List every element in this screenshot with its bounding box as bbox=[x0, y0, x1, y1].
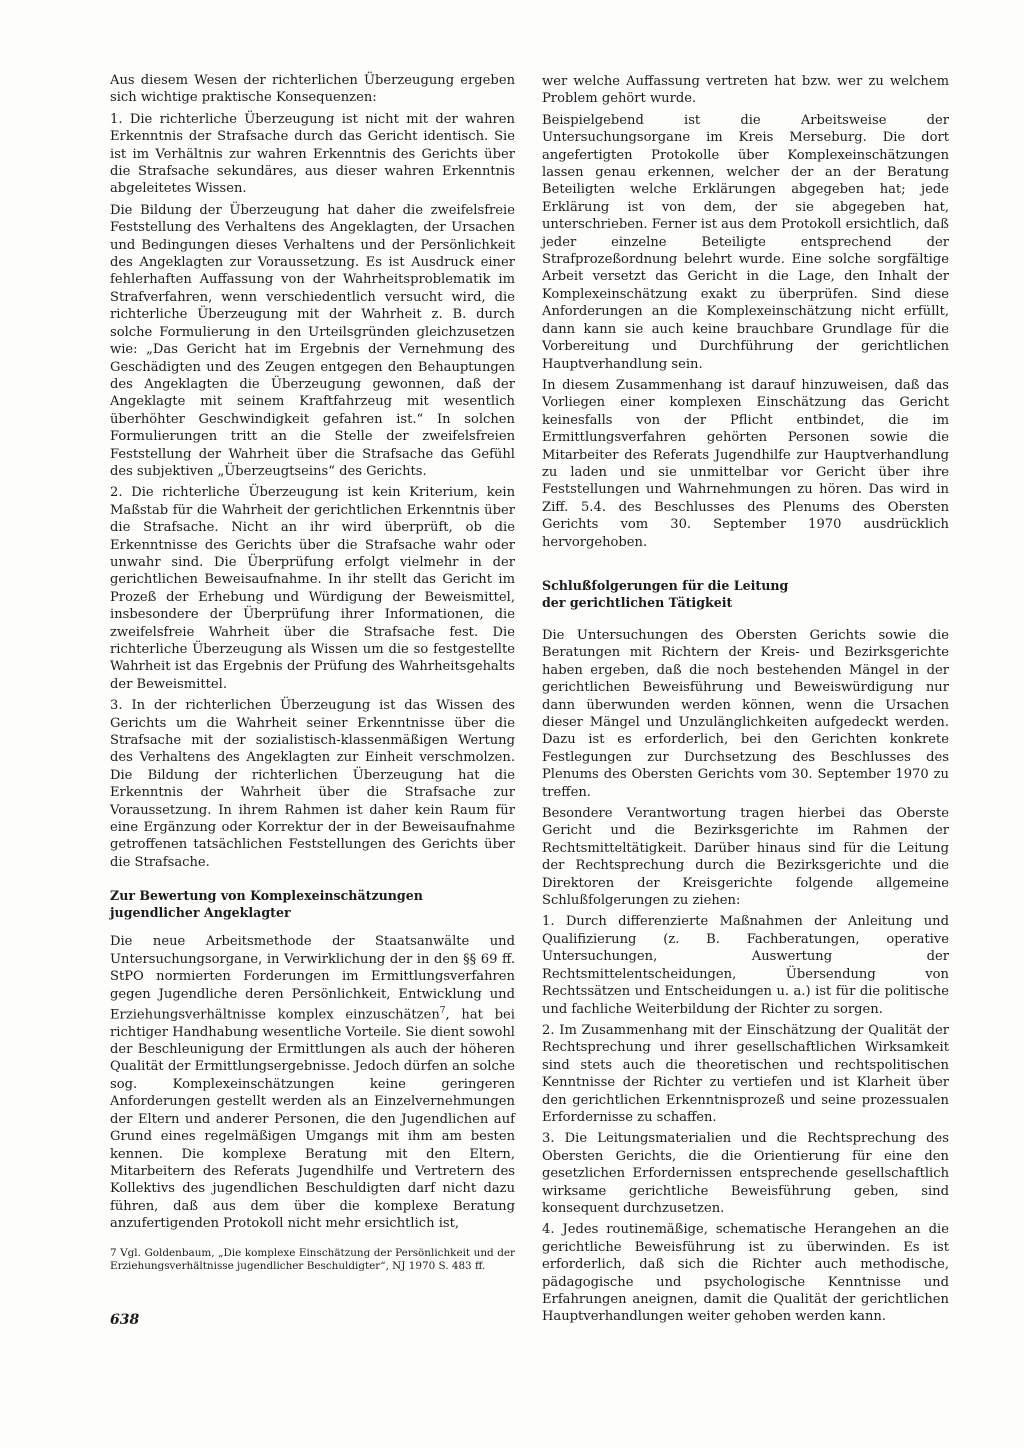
section-heading bbox=[110, 887, 515, 921]
left-column bbox=[110, 72, 515, 1274]
paragraph: 2. Im Zusammenhang mit der Einschätzung der Qualität der Rechtsprechung und ihrer gesellschaftlichen Wirksamkeit sind stets auch die theoretischen und rechtspolitischen Kenntnisse der Richter zu vertiefen und ist Klarheit über den gerichtlichen Erkenntnisprozeß und seine prozessualen Erfordernisse zu schaffen. bbox=[542, 1022, 949, 1125]
paragraph: Besondere Verantwortung tragen hierbei das Oberste Gericht und die Bezirksgerichte im Rahmen der Rechtsmitteltätigkeit. Darüber hinaus sind für die Leitung der Rechtsprechung durch die Bezirksgerichte und die Direktoren der Kreisgerichte folgende allgemeine Schlußfolgerungen zu ziehen: bbox=[542, 806, 949, 909]
section-heading-line: Zur Bewertung von Komplexeinschätzungen bbox=[110, 888, 423, 904]
paragraph: wer welche Auffassung vertreten hat bzw. wer zu welchem Problem gehört wurde. bbox=[542, 74, 949, 107]
footnote-reference[interactable]: 7 bbox=[439, 1005, 446, 1016]
paragraph-text: , hat bei richtiger Handhabung wesentliche Vorteile. Sie dient sowohl der Beschleunigung der Ermittlungen als auch der höheren Qualität der Ermittlungsergebnisse. Jedoch dürfen an solche sog. Komplexeinschätzungen keine geringeren Anforderungen gestellt werden als an Einzelvernehmungen der Eltern und anderer Personen, die den Jugendlichen auf Grund eines regelmäßigen Umgangs mit ihm am besten kennen. Die komplexe Beratung mit den Eltern, Mitarbeitern des Referats Jugendhilfe und Vertretern des Kollektivs des jugendlichen Beschuldigten darf nicht dazu führen, daß aus dem über die komplexe Beratung anzufertigenden Protokoll nicht mehr ersichtlich ist, bbox=[110, 1007, 515, 1232]
paragraph: 3. Die Leitungsmaterialien und die Rechtsprechung des Obersten Gerichts, die die Orientierung für eine den gesetzlichen Erfordernissen entsprechende gesellschaftlich wirksame gerichtliche Beweisführung geben, sind konsequent durchzusetzen. bbox=[542, 1131, 949, 1216]
paragraph bbox=[110, 933, 515, 1232]
paragraph: 4. Jedes routinemäßige, schematische Herangehen an die gerichtliche Beweisführung ist zu überwinden. Es ist erforderlich, daß sich die Richter auch methodische, pädagogische und psychologische Kenntnisse und Erfahrungen aneignen, damit die Qualität der gerichtlichen Hauptverhandlungen weiter gehoben werden kann. bbox=[542, 1222, 949, 1325]
section-heading bbox=[542, 577, 949, 611]
section-heading-line: jugendlicher Angeklagter bbox=[110, 905, 291, 921]
paragraph: Beispielgebend ist die Arbeitsweise der Untersuchungsorgane im Kreis Merseburg. Die dort angefertigten Protokolle über Komplexeinschätzungen lassen genau erkennen, welcher der an der Beratung Beteiligten welche Erklärungen abgegeben hat; jede Erklärung ist von dem, der sie abgegeben hat, unterschrieben. Ferner ist aus dem Protokoll ersichtlich, daß jeder einzelne Beteiligte entsprechend der Strafprozeßordnung belehrt wurde. Eine solche sorgfältige Arbeit versetzt das Gericht in die Lage, den Inhalt der Komplexeinschätzung exakt zu überprüfen. Sind diese Anforderungen an die Komplexeinschätzung nicht erfüllt, dann kann sie auch keine brauchbare Grundlage für die Vorbereitung und Durchführung der gerichtlichen Hauptverhandlung sein. bbox=[542, 112, 949, 372]
paragraph: Aus diesem Wesen der richterlichen Überzeugung ergeben sich wichtige praktische Konsequenzen: bbox=[110, 73, 515, 106]
page-number: 638 bbox=[110, 1312, 140, 1328]
paragraph: 3. In der richterlichen Überzeugung ist das Wissen des Gerichts um die Wahrheit seiner Erkenntnisse über die Strafsache mit der sozialistisch-klassenmäßigen Wertung des Verhaltens des Angeklagten zur Einheit verschmolzen. Die Bildung der richterlichen Überzeugung hat die Erkenntnis der Wahrheit über die Strafsache zur Voraussetzung. In ihrem Rahmen ist daher kein Raum für eine Ergänzung oder Korrektur der in der Beweisaufnahme getroffenen tatsächlichen Feststellungen des Gerichts über die Strafsache. bbox=[110, 698, 515, 870]
paragraph: Die Untersuchungen des Obersten Gerichts sowie die Beratungen mit Richtern der Kreis- und Bezirksgerichte haben ergeben, daß die noch bestehenden Mängel in der gerichtlichen Beweisführung und Beweiswürdigung nur dann überwunden werden können, wenn die Ursachen dieser Mängel und Unzulänglichkeiten aufgedeckt werden. Dazu ist es erforderlich, bei den Gerichten konkrete Festlegungen zur Durchsetzung des Beschlusses des Plenums des Obersten Gerichts vom 30. September 1970 zu treffen. bbox=[542, 627, 949, 800]
paragraph-text: Die neue Arbeitsmethode der Staatsanwälte und Untersuchungsorgane, in Verwirklichung der in den §§ 69 ff. StPO normierten Forderungen im Ermittlungsverfahren gegen Jugendliche deren Persönlichkeit, Entwicklung und Erziehungsverhältnisse komplex einzuschätzen bbox=[110, 934, 515, 1023]
section-heading-line: Schlußfolgerungen für die Leitung bbox=[542, 577, 789, 593]
paragraph: In diesem Zusammenhang ist darauf hinzuweisen, daß das Vorliegen einer komplexen Einschätzung das Gericht keinesfalls von der Pflicht entbindet, die im Ermittlungsverfahren gehörten Personen sowie die Mitarbeiter des Referats Jugendhilfe zur Hauptverhandlung zu laden und sie unmittelbar vor Gericht über ihre Feststellungen und Wahrnehmungen zu hören. Das wird in Ziff. 5.4. des Beschlusses des Plenums des Obersten Gerichts vom 30. September 1970 ausdrücklich hervorgehoben. bbox=[542, 377, 949, 550]
paragraph: 1. Die richterliche Überzeugung ist nicht mit der wahren Erkenntnis der Strafsache durch das Gericht identisch. Sie ist im Verhältnis zur wahren Erkenntnis des Gerichts über die Strafsache sekundäres, aus dieser wahren Erkenntnis abgeleitetes Wissen. bbox=[110, 111, 515, 197]
section-heading-line: der gerichtlichen Tätigkeit bbox=[542, 594, 733, 610]
paragraph: Die Bildung der Überzeugung hat daher die zweifelsfreie Feststellung des Verhaltens des Angeklagten, der Ursachen und Bedingungen dieses Verhaltens und der Persönlichkeit des Angeklagten zur Voraussetzung. Es ist Ausdruck einer fehlerhaften Auffassung von der Wahrheitsproblematik im Strafverfahren, wenn verschiedentlich versucht wird, die richterliche Überzeugung mit der Wahrheit z. B. durch solche Formulierung in den Urteilsgründen gleichzusetzen wie: „Das Gericht hat im Ergebnis der Vernehmung des Geschädigten und des Zeugen entgegen den Behauptungen des Angeklagten die Überzeugung gewonnen, daß der Angeklagte mit seinem Kraftfahrzeug mit wesentlich überhöhter Geschwindigkeit gefahren ist.“ In solchen Formulierungen tritt an die Stelle der zweifelsfreien Feststellung der Wahrheit über die Strafsache das Gefühl des subjektiven „Überzeugtseins“ des Gerichts. bbox=[110, 202, 515, 479]
paragraph: 2. Die richterliche Überzeugung ist kein Kriterium, kein Maßstab für die Wahrheit der gerichtlichen Erkenntnis über die Strafsache. Nicht an ihr wird überprüft, ob die Erkenntnisse des Gerichts über die Strafsache wahr oder unwahr sind. Die Überprüfung erfolgt vielmehr in der gerichtlichen Beweisaufnahme. In ihr stellt das Gericht im Prozeß der Erhebung und Würdigung der Beweismittel, insbesondere der Überprüfung ihrer Informationen, die zweifelsfreie Wahrheit über die Strafsache fest. Die richterliche Überzeugung als Wissen um die so festgestellte Wahrheit ist das Ergebnis der Prüfung des Wahrheitsgehalts der Beweismittel. bbox=[110, 485, 515, 692]
right-column bbox=[542, 73, 949, 1330]
footnote: 7 Vgl. Goldenbaum, „Die komplexe Einschätzung der Persönlichkeit und der Erziehungsverhältnisse jugendlicher Beschuldigter“, NJ 1970 S. 483 ff. bbox=[110, 1246, 515, 1273]
paragraph: 1. Durch differenzierte Maßnahmen der Anleitung und Qualifizierung (z. B. Fachberatungen, operative Untersuchungen, Auswertung der Rechtsmittelentscheidungen, Übersendung von Rechtssätzen und Entscheidungen u. a.) ist für die politische und fachliche Weiterbildung der Richter zu sorgen. bbox=[542, 914, 949, 1017]
